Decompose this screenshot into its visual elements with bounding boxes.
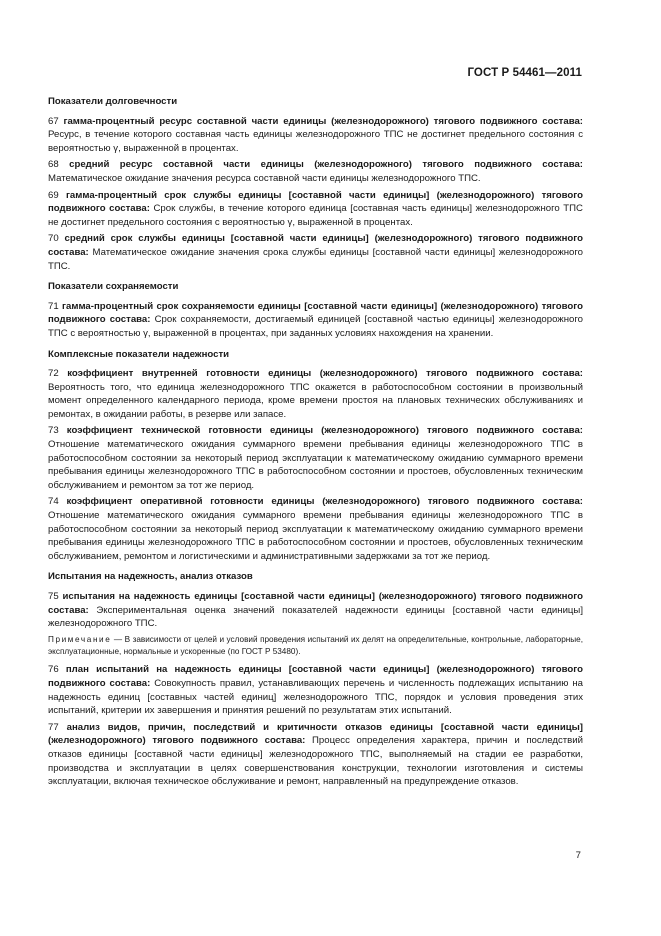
entry-number: 73 [48, 425, 59, 437]
definition: Срок сохраняемости, достигаемый единицей [составной частью единицы] железнодорожного ТПС с вероятностью γ, выраженной в процентах, при заданных условиях нахождения на хранении. [48, 314, 583, 339]
definition: Процесс определения характера, причин и последствий отказов единицы [составной части единицы] железнодорожного ТПС, выполняемый на стадии ее разработки, производства и эксплуатации в целях совершенствования конструкции, технологии изготовления и системы эксплуатации, включая техническое обслуживание и ремонт, направленный на предупреждение отказов. [48, 735, 583, 788]
term: коэффициент технической готовности единицы (железнодорожного) тягового подвижного состава: [66, 425, 583, 437]
entry-number: 71 [48, 300, 59, 312]
definition: Экспериментальная оценка значений показателей надежности единицы [составной части единицы] железнодорожного ТПС. [48, 604, 583, 630]
entry-number: 77 [48, 721, 59, 733]
term-entry-68 [48, 158, 583, 185]
definition: Вероятность того, что единица железнодорожного ТПС окажется в работоспособном состоянии в произвольный момент определенного календарного периода, кроме времени простоя на плановых технических обслуживаниях и ремонтах, в ожидании работы, в резерве или запасе. [48, 381, 583, 420]
entry-number: 75 [48, 591, 59, 602]
term-entry-73 [48, 424, 583, 492]
definition: Математическое ожидание значения срока службы единицы [составной части единицы] железнодорожного ТПС. [48, 246, 584, 272]
definition: Срок службы, в течение которого единица [составная часть единицы] железнодорожного ТПС не достигнет предельного состояния с вероятностью γ, выраженной в процентах. [48, 203, 583, 228]
term-entry-71 [48, 300, 583, 341]
definition: Математическое ожидание значения ресурса составной части единицы железнодорожного ТПС. [48, 172, 481, 184]
term: средний срок службы единицы [составной части единицы] (железнодорожного) тягового подвижного состава: [48, 233, 583, 258]
term-entry-67 [48, 115, 583, 156]
term-entry-72 [48, 367, 583, 421]
term-entry-77 [48, 721, 583, 789]
term-entry-69 [48, 189, 583, 230]
standard-code: ГОСТ Р 54461—2011 [467, 67, 582, 79]
term: испытания на надежность единицы [составной части единицы] (железнодорожного) тягового подвижного состава: [48, 591, 583, 616]
section-heading-testing: Испытания на надежность, анализ отказов [48, 571, 253, 583]
section-heading-complex-indicators: Комплексные показатели надежности [48, 348, 230, 360]
note [48, 634, 583, 658]
note-text: — В зависимости от целей и условий проведения испытаний их делят на определительные, контрольные, лабораторные, эксплуатационные, нормальные и ускоренные (по ГОСТ Р 53480). [48, 634, 584, 656]
term: гамма-процентный срок службы единицы [составной части единицы] (железнодорожного) тягового подвижного состава: [48, 189, 583, 215]
definition: Совокупность правил, устанавливающих перечень и численность подлежащих испытанию на надежность единиц [составных частей единиц] железнодорожного ТПС, порядок и условия проведения этих испытаний, критерии их завершения и принятия решений по результатам этих испытаний. [48, 677, 583, 717]
term-entry-76 [48, 663, 583, 717]
section-heading-durability: Показатели долговечности [48, 96, 178, 107]
entry-number: 74 [48, 496, 59, 508]
entry-number: 76 [48, 664, 59, 676]
definition: Отношение математического ожидания суммарного времени пребывания единицы железнодорожного ТПС в работоспособном состоянии за некоторый период эксплуатации к математическому ожиданию суммарного времени пребывания единицы железнодорожного ТПС в работоспособном состоянии и простоев, обусловленных техническим обслуживанием и ремонтом за тот же период. [48, 439, 583, 491]
entry-number: 72 [48, 368, 59, 380]
term: план испытаний на надежность единицы [составной части единицы] (железнодорожного) тягового подвижного состава: [48, 664, 583, 689]
entry-number: 68 [48, 159, 59, 171]
term: коэффициент внутренней готовности единицы (железнодорожного) тягового подвижного состава: [67, 368, 583, 380]
term-entry-75 [48, 590, 583, 631]
term-entry-74 [48, 495, 583, 563]
definition: Ресурс, в течение которого составная часть единицы железнодорожного ТПС не достигнет предельного состояния с вероятностью γ, выраженной в процентах. [48, 129, 583, 154]
entry-number: 69 [48, 189, 59, 201]
entry-number: 67 [48, 115, 59, 127]
term: гамма-процентный срок сохраняемости единицы [составной части единицы] (железнодорожного) тягового подвижного состава: [48, 300, 583, 326]
term: анализ видов, причин, последствий и критичности отказов единицы [составной части единицы] (железнодорожного) тягового подвижного состава: [48, 721, 583, 747]
entry-number: 70 [48, 233, 59, 245]
document-body [48, 95, 583, 792]
definition: Отношение математического ожидания суммарного времени пребывания единицы железнодорожного ТПС в работоспособном состоянии за некоторый период эксплуатации к математическому ожиданию суммарного времени пребывания единицы железнодорожного ТПС в работоспособном состоянии и простоев, обусловленных техническим обслуживанием, ремонтом и логистическими и административными задержками за тот же период. [48, 510, 583, 562]
term-entry-70 [48, 232, 583, 273]
note-label: Примечание [48, 634, 112, 644]
section-heading-storability: Показатели сохраняемости [48, 281, 179, 293]
term: гамма-процентный ресурс составной части единицы (железнодорожного) тягового подвижного состава: [63, 115, 583, 127]
term: средний ресурс составной части единицы (железнодорожного) тягового подвижного состава: [69, 159, 583, 171]
term: коэффициент оперативной готовности единицы (железнодорожного) тягового подвижного состава: [66, 496, 583, 508]
page-number: 7 [575, 850, 581, 861]
